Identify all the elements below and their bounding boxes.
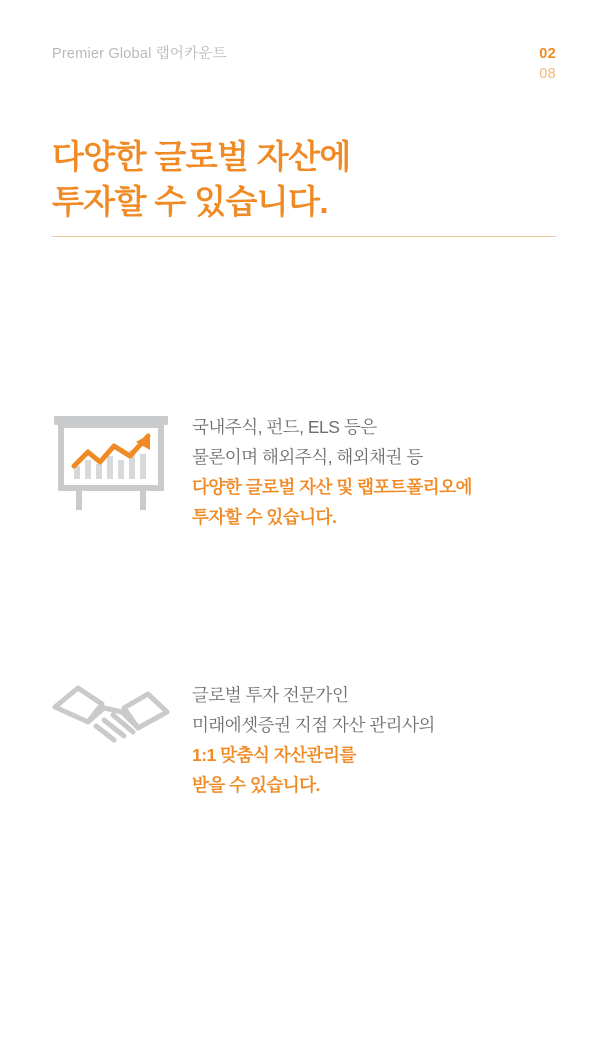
handshake-icon	[52, 678, 192, 760]
page-number-current: 02	[539, 46, 556, 62]
content-line-emphasis: 다양한 글로벌 자산 및 랩포트폴리오에	[192, 477, 472, 497]
content-line-emphasis: 받을 수 있습니다.	[192, 775, 320, 795]
content-line: 국내주식, 펀드, ELS 등은	[192, 417, 377, 437]
page-title	[52, 134, 552, 224]
content-block-2-text	[192, 678, 556, 800]
content-block-2	[52, 678, 556, 800]
content-block-1	[52, 410, 556, 532]
page-number	[539, 44, 556, 84]
page-title-line-1: 다양한 글로벌 자산에	[52, 138, 351, 176]
page-header	[52, 44, 556, 94]
presentation-chart-icon	[52, 410, 192, 512]
content-line: 물론이며 해외주식, 해외채권 등	[192, 447, 423, 467]
page-title-line-2: 투자할 수 있습니다.	[52, 183, 328, 221]
content-block-1-text	[192, 410, 556, 532]
content-line: 글로벌 투자 전문가인	[192, 685, 349, 705]
content-line-emphasis: 투자할 수 있습니다.	[192, 507, 337, 527]
title-divider	[52, 236, 556, 237]
content-line-emphasis: 1:1 맞춤식 자산관리를	[192, 745, 356, 765]
content-line: 미래에셋증권 지점 자산 관리사의	[192, 715, 435, 735]
page-number-total: 08	[539, 66, 556, 82]
eyebrow-label: Premier Global 랩어카운트	[52, 46, 227, 62]
